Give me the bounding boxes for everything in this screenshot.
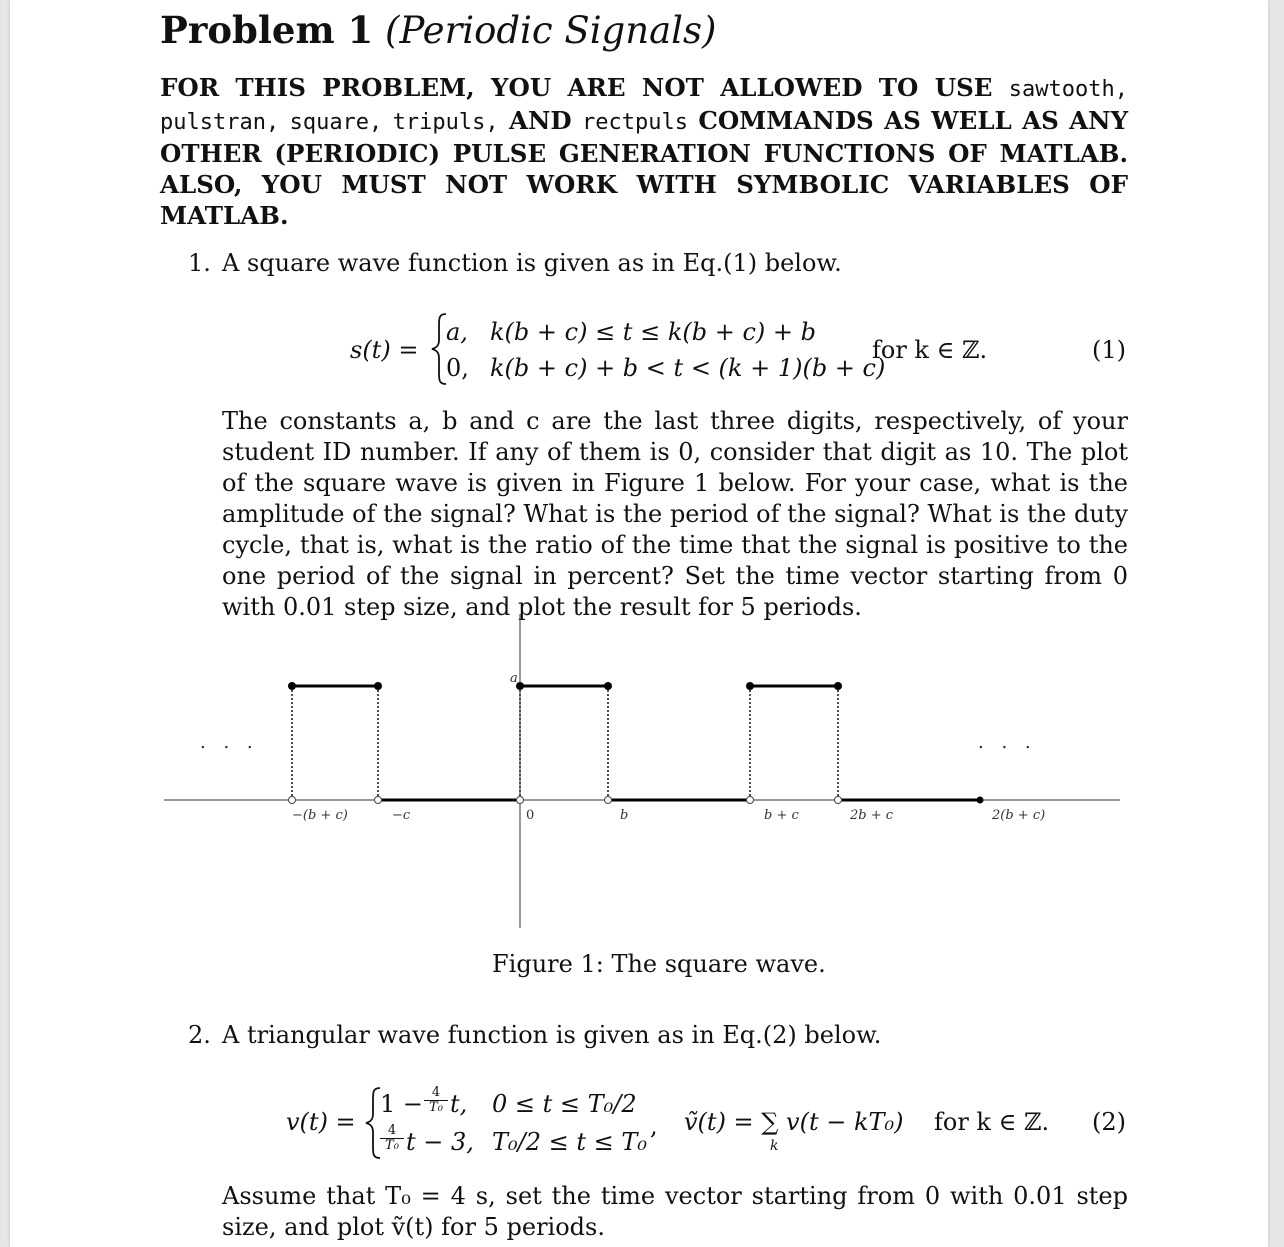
eq2-lhs: v(t) = <box>286 1108 356 1136</box>
command-rectpuls: rectpuls <box>582 110 688 135</box>
amplitude-label: a <box>510 671 518 686</box>
tick-label: −(b + c) <box>292 808 348 823</box>
tick-label: 0 <box>526 808 535 823</box>
eq1-case1-condition: k(b + c) ≤ t ≤ k(b + c) + b <box>490 318 816 346</box>
eq2-domain: for k ∈ ℤ. <box>934 1108 1050 1136</box>
eq2-case1-condition: 0 ≤ t ≤ T₀/2 <box>492 1090 637 1118</box>
eq2-number: (2) <box>1092 1108 1126 1136</box>
eq1-domain: for k ∈ ℤ. <box>872 336 988 364</box>
command-pulstran: pulstran, <box>160 110 280 135</box>
eq2-case2-condition: T₀/2 ≤ t ≤ T₀ <box>492 1128 647 1156</box>
figure1-plot <box>160 610 1130 940</box>
command-sawtooth: sawtooth, <box>1008 77 1128 102</box>
tick-label: 2(b + c) <box>992 808 1046 823</box>
problem-title <box>160 8 716 52</box>
tick-labels <box>292 808 1045 823</box>
eq2-case1-value: 1 − <box>380 1090 424 1118</box>
item1-number: 1. <box>188 249 211 277</box>
eq2-case2-value: t − 3, <box>406 1128 474 1156</box>
tick-label: b + c <box>764 808 799 823</box>
item2-paragraph: Assume that T₀ = 4 s, set the time vector starting from 0 with 0.01 step size, and plot ṽ(t) for 5 periods. <box>222 1182 1128 1241</box>
restriction-notice: FOR THIS PROBLEM, YOU ARE NOT ALLOWED TO USE sawtooth, pulstran, square, tripuls, AND rectpuls COMMANDS AS WELL AS ANY OTHER (PERIODIC) PULSE GENERATION FUNCTIONS OF MATLAB. ALSO, YOU MUST NOT WORK WITH SYMBOLIC VARIABLES OF MATLAB. <box>160 73 1129 230</box>
eq2-case1-t: t, <box>450 1090 468 1118</box>
ellipsis-left: . . . <box>200 732 259 753</box>
eq1-case2-condition: k(b + c) + b < t < (k + 1)(b + c) <box>490 354 886 382</box>
eq2-case1-fraction: 4 T₀ <box>424 1086 448 1115</box>
filled-endpoints <box>288 682 984 804</box>
tick-label: 2b + c <box>850 808 894 823</box>
eq2-rhs: ṽ(t) = ∑ v(t − kT₀) <box>684 1108 904 1136</box>
eq1-lhs: s(t) = <box>350 336 419 364</box>
eq1-case2-value: 0, <box>446 354 469 382</box>
item1-paragraph: The constants a, b and c are the last three digits, respectively, of your student ID number. If any of them is 0, consider that digit as 10. The plot of the square wave is given in Figure 1 below. For your case, what is the amplitude of the signal? What is the period of the signal? What is the duty cycle, that is, what is the ratio of the time that the signal is positive to the one period of the signal in percent? Set the time vector starting from 0 with 0.01 step size, and plot the result for 5 periods. <box>222 407 1128 621</box>
item2-intro: A triangular wave function is given as in Eq.(2) below. <box>222 1021 882 1049</box>
document-page <box>10 0 1268 1247</box>
eq2-case2-fraction: 4 T₀ <box>380 1124 404 1153</box>
command-tripuls: tripuls, <box>392 110 499 135</box>
tick-label: −c <box>392 808 411 823</box>
eq1-case1-value: a, <box>446 318 468 346</box>
item2-number: 2. <box>188 1021 211 1049</box>
problem-subtitle: (Periodic Signals) <box>385 9 717 52</box>
eq2-sum-index: k <box>770 1138 779 1154</box>
ellipsis-right: . . . <box>978 732 1037 753</box>
eq1-number: (1) <box>1092 336 1126 364</box>
item1-intro: A square wave function is given as in Eq.(1) below. <box>222 249 842 277</box>
tick-label: b <box>620 808 629 823</box>
eq2-comma: , <box>650 1112 658 1140</box>
command-square: square, <box>289 110 383 135</box>
problem-number: Problem 1 <box>160 8 374 52</box>
figure1-caption: Figure 1: The square wave. <box>492 950 826 978</box>
dotted-guides <box>292 686 838 800</box>
